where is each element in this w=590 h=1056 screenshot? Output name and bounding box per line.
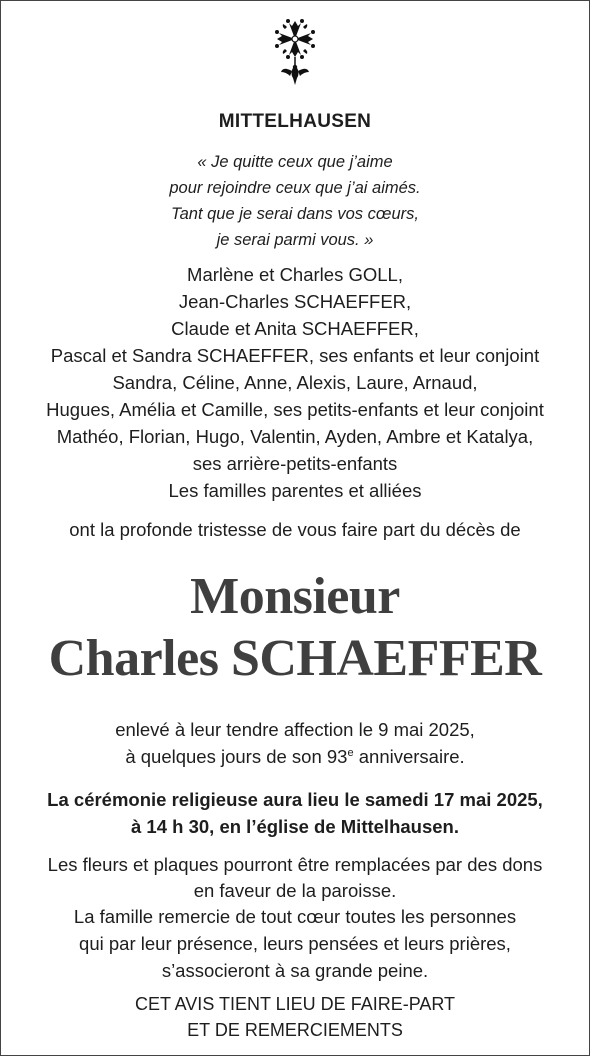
place-heading: MITTELHAUSEN xyxy=(218,111,372,132)
closing-line: s’associeront à sa grande peine. xyxy=(161,960,429,981)
family-line: Claude et Anita SCHAEFFER, xyxy=(171,318,419,339)
quote-line: « Je quitte ceux que j’aime xyxy=(197,153,393,171)
quote-line: pour rejoindre ceux que j’ai aimés. xyxy=(169,179,421,197)
family-line: Jean-Charles SCHAEFFER, xyxy=(178,291,412,312)
family-line: Les familles parentes et alliées xyxy=(168,480,422,501)
closing-line: Les fleurs et plaques pourront être remplacées par des dons xyxy=(47,854,543,875)
family-line: Hugues, Amélia et Camille, ses petits-enfants et leur conjoint xyxy=(46,399,544,420)
ceremony-line: La cérémonie religieuse aura lieu le samedi 17 mai 2025, xyxy=(47,789,543,810)
quote-line: Tant que je serai dans vos cœurs, xyxy=(171,205,419,223)
age-line xyxy=(1,744,589,771)
emblem xyxy=(1,9,589,87)
family-line: Pascal et Sandra SCHAEFFER, ses enfants et leur conjoint xyxy=(50,345,540,366)
announcement: ont la profonde tristesse de vous faire part du décès de xyxy=(69,519,521,540)
quote-line: je serai parmi vous. » xyxy=(216,231,374,249)
age-line-before: à quelques jours de son 93 xyxy=(125,746,348,767)
death-line: enlevé à leur tendre affection le 9 mai 2025, xyxy=(115,719,475,740)
closing-line: qui par leur présence, leurs pensées et leurs prières, xyxy=(79,933,511,954)
closing-line: La famille remercie de tout cœur toutes les personnes xyxy=(73,906,517,927)
age-superscript: e xyxy=(347,746,354,759)
family-line: ses arrière-petits-enfants xyxy=(192,453,398,474)
closing-line: en faveur de la paroisse. xyxy=(193,880,397,901)
deceased-name: Charles SCHAEFFER xyxy=(48,630,542,687)
family-line: Sandra, Céline, Anne, Alexis, Laure, Arnaud, xyxy=(112,372,478,393)
family-line: Marlène et Charles GOLL, xyxy=(187,264,403,285)
family-line: Mathéo, Florian, Hugo, Valentin, Ayden, Ambre et Katalya, xyxy=(56,426,534,447)
ceremony-line: à 14 h 30, en l’église de Mittelhausen. xyxy=(131,816,459,837)
huguenot-cross-icon xyxy=(265,9,325,87)
deceased-title: Monsieur xyxy=(190,568,400,625)
footer-line: CET AVIS TIENT LIEU DE FAIRE-PART xyxy=(134,994,456,1014)
footer-line: ET DE REMERCIEMENTS xyxy=(187,1020,403,1040)
age-line-after: anniversaire. xyxy=(353,746,465,767)
